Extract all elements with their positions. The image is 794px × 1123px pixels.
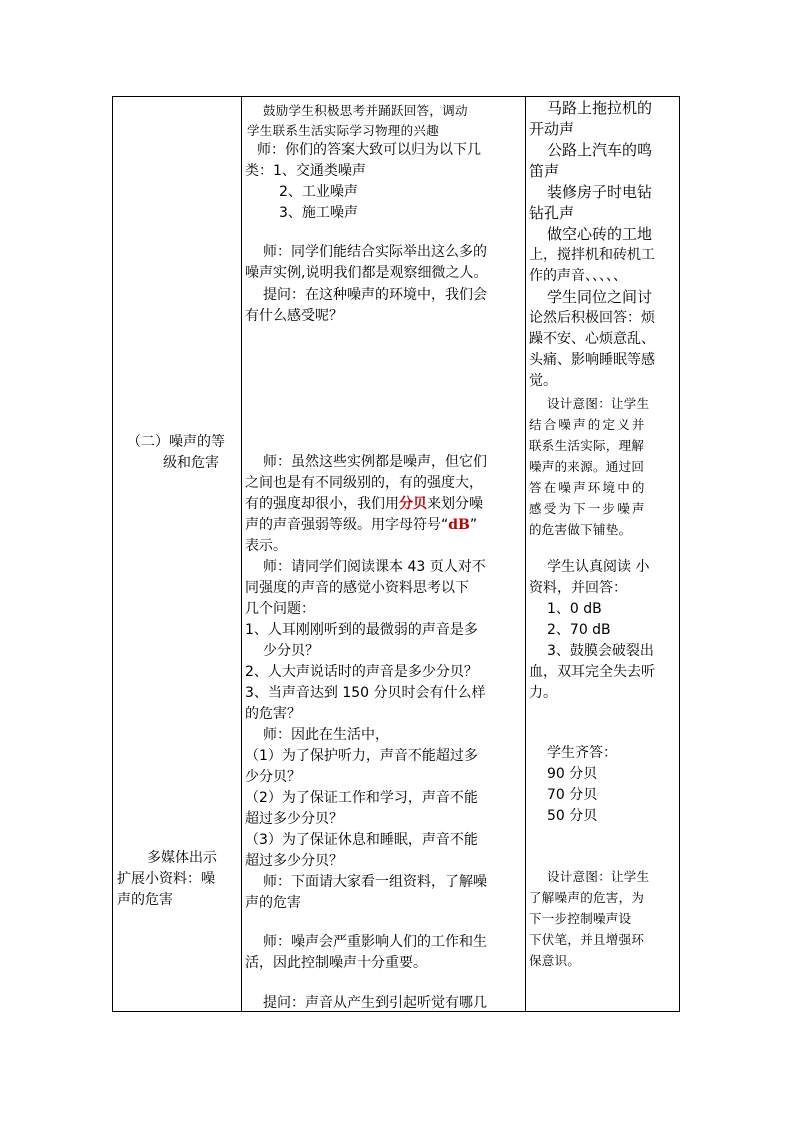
question: （3）为了保证休息和睡眠，声音不能 [245, 832, 478, 848]
question: （2）为了保证工作和学习，声音不能 [245, 790, 478, 806]
design-note: 结合噪声的定义并 [529, 417, 647, 432]
answer: 力。 [529, 685, 557, 701]
design-note: 下伏笔，并且增强环 [529, 932, 645, 947]
design-note: 联系生活实际，理解 [529, 438, 645, 453]
student-line: 马路上拖拉机的 [547, 99, 653, 117]
question: 超过多少分贝？ [245, 811, 343, 827]
student-line: 学生齐答： [547, 745, 617, 761]
teacher-line: 师：因此在生活中， [263, 727, 389, 743]
question: 3、当声音达到 150 分贝时会有什么样 [245, 685, 486, 701]
teacher-line: 师：请同学们阅读课本 43 页人对不 [263, 559, 486, 575]
media-label: 声的危害 [117, 892, 173, 908]
student-line: 公路上汽车的鸣 [547, 141, 653, 159]
student-line: 作的声音、、、、、 [529, 268, 627, 284]
section-label: （二）噪声的等 [127, 434, 225, 450]
teacher-line: 表示。 [245, 538, 287, 554]
teacher-line: 几个问题： [245, 601, 315, 617]
student-line: 钻孔声 [529, 204, 575, 222]
teacher-line: 2、工业噪声 [279, 184, 358, 200]
question: 超过多少分贝？ [245, 853, 343, 869]
student-line: 躁不安、心烦意乱、 [529, 331, 655, 347]
teacher-line: 类：1、交通类噪声 [245, 163, 366, 179]
answer: 70 分贝 [547, 787, 598, 803]
teacher-line: 师：你们的答案大致可以归为以下几 [257, 142, 481, 158]
answer: 90 分贝 [547, 766, 598, 782]
design-note: 设计意图：让学生 [547, 869, 650, 884]
student-line: 上，搅拌机和砖机工 [529, 247, 655, 263]
teacher-line: 同强度的声音的感觉小资料思考以下 [245, 580, 469, 596]
design-note: 保意识。 [529, 953, 581, 968]
teacher-line: 师：下面请大家看一组资料，了解噪 [263, 874, 487, 890]
design-note: 鼓励学生积极思考并踊跃回答，调动 [263, 103, 468, 118]
section-label: 级和危害 [163, 455, 219, 471]
student-line: 资料，并回答： [529, 580, 627, 596]
teacher-line: 声的危害 [245, 895, 301, 911]
answer: 1、0 dB [547, 601, 602, 617]
column-divider [525, 97, 526, 1011]
teacher-line: 声的声音强弱等级。用字母符号“dB” [245, 517, 478, 533]
student-line: 笛声 [529, 162, 560, 180]
question: （1）为了保护听力，声音不能超过多 [245, 748, 478, 764]
lesson-table [112, 96, 680, 1012]
question: 的危害？ [245, 706, 301, 722]
student-line: 觉。 [529, 373, 557, 389]
teacher-line: 提问：声音从产生到引起听觉有哪几 [263, 995, 487, 1011]
answer: 2、70 dB [547, 622, 611, 638]
answer: 3、鼓膜会破裂出 [547, 643, 654, 659]
design-note: 噪声的来源。通过回 [529, 459, 645, 474]
student-line: 开动声 [529, 120, 575, 138]
student-line: 装修房子时电钻 [547, 183, 653, 201]
teacher-line: 噪声实例,说明我们都是观察细微之人。 [245, 265, 488, 281]
answer: 50 分贝 [547, 808, 598, 824]
highlight-symbol: dB [448, 517, 470, 533]
question: 2、人大声说话时的声音是多少分贝？ [245, 664, 478, 680]
teacher-line: 师：同学们能结合实际举出这么多的 [263, 244, 487, 260]
design-note: 设计意图：让学生 [547, 396, 650, 411]
question: 少分贝？ [263, 643, 319, 659]
column-divider [241, 97, 242, 1011]
student-line: 头痛、影响睡眠等感 [529, 352, 655, 368]
question: 少分贝？ [245, 769, 301, 785]
teacher-line: 活，因此控制噪声十分重要。 [245, 955, 427, 971]
teacher-line: 有的强度却很小，我们用分贝来划分噪 [245, 496, 483, 512]
design-note: 了解噪声的危害，为 [529, 890, 645, 905]
design-note: 感受为下一步噪声 [529, 501, 647, 516]
question: 1、人耳刚刚听到的最微弱的声音是多 [245, 622, 478, 638]
student-line: 论然后积极回答：烦 [529, 310, 655, 326]
student-line: 学生同位之间讨 [547, 288, 653, 306]
design-note: 学生联系生活实际学习物理的兴趣 [247, 123, 440, 138]
teacher-line: 师：虽然这些实例都是噪声，但它们 [263, 454, 487, 470]
highlight-term: 分贝 [399, 496, 427, 512]
student-line: 学生认真阅读 小 [547, 559, 650, 575]
design-note: 的危害做下铺垫。 [529, 522, 632, 537]
teacher-line: 有什么感受呢？ [245, 308, 343, 324]
teacher-line: 之间也是有不同级别的，有的强度大， [245, 475, 483, 491]
design-note: 答在噪声环境中的 [529, 480, 647, 495]
media-label: 扩展小资料：噪 [117, 871, 215, 887]
teacher-line: 提问：在这种噪声的环境中，我们会 [263, 287, 487, 303]
teacher-line: 师：噪声会严重影响人们的工作和生 [263, 934, 487, 950]
teacher-line: 3、施工噪声 [279, 205, 358, 221]
design-note: 下一步控制噪声设 [529, 911, 632, 926]
media-label: 多媒体出示 [147, 850, 217, 866]
student-line: 做空心砖的工地 [547, 225, 653, 243]
answer: 血，双耳完全失去听 [529, 664, 655, 680]
